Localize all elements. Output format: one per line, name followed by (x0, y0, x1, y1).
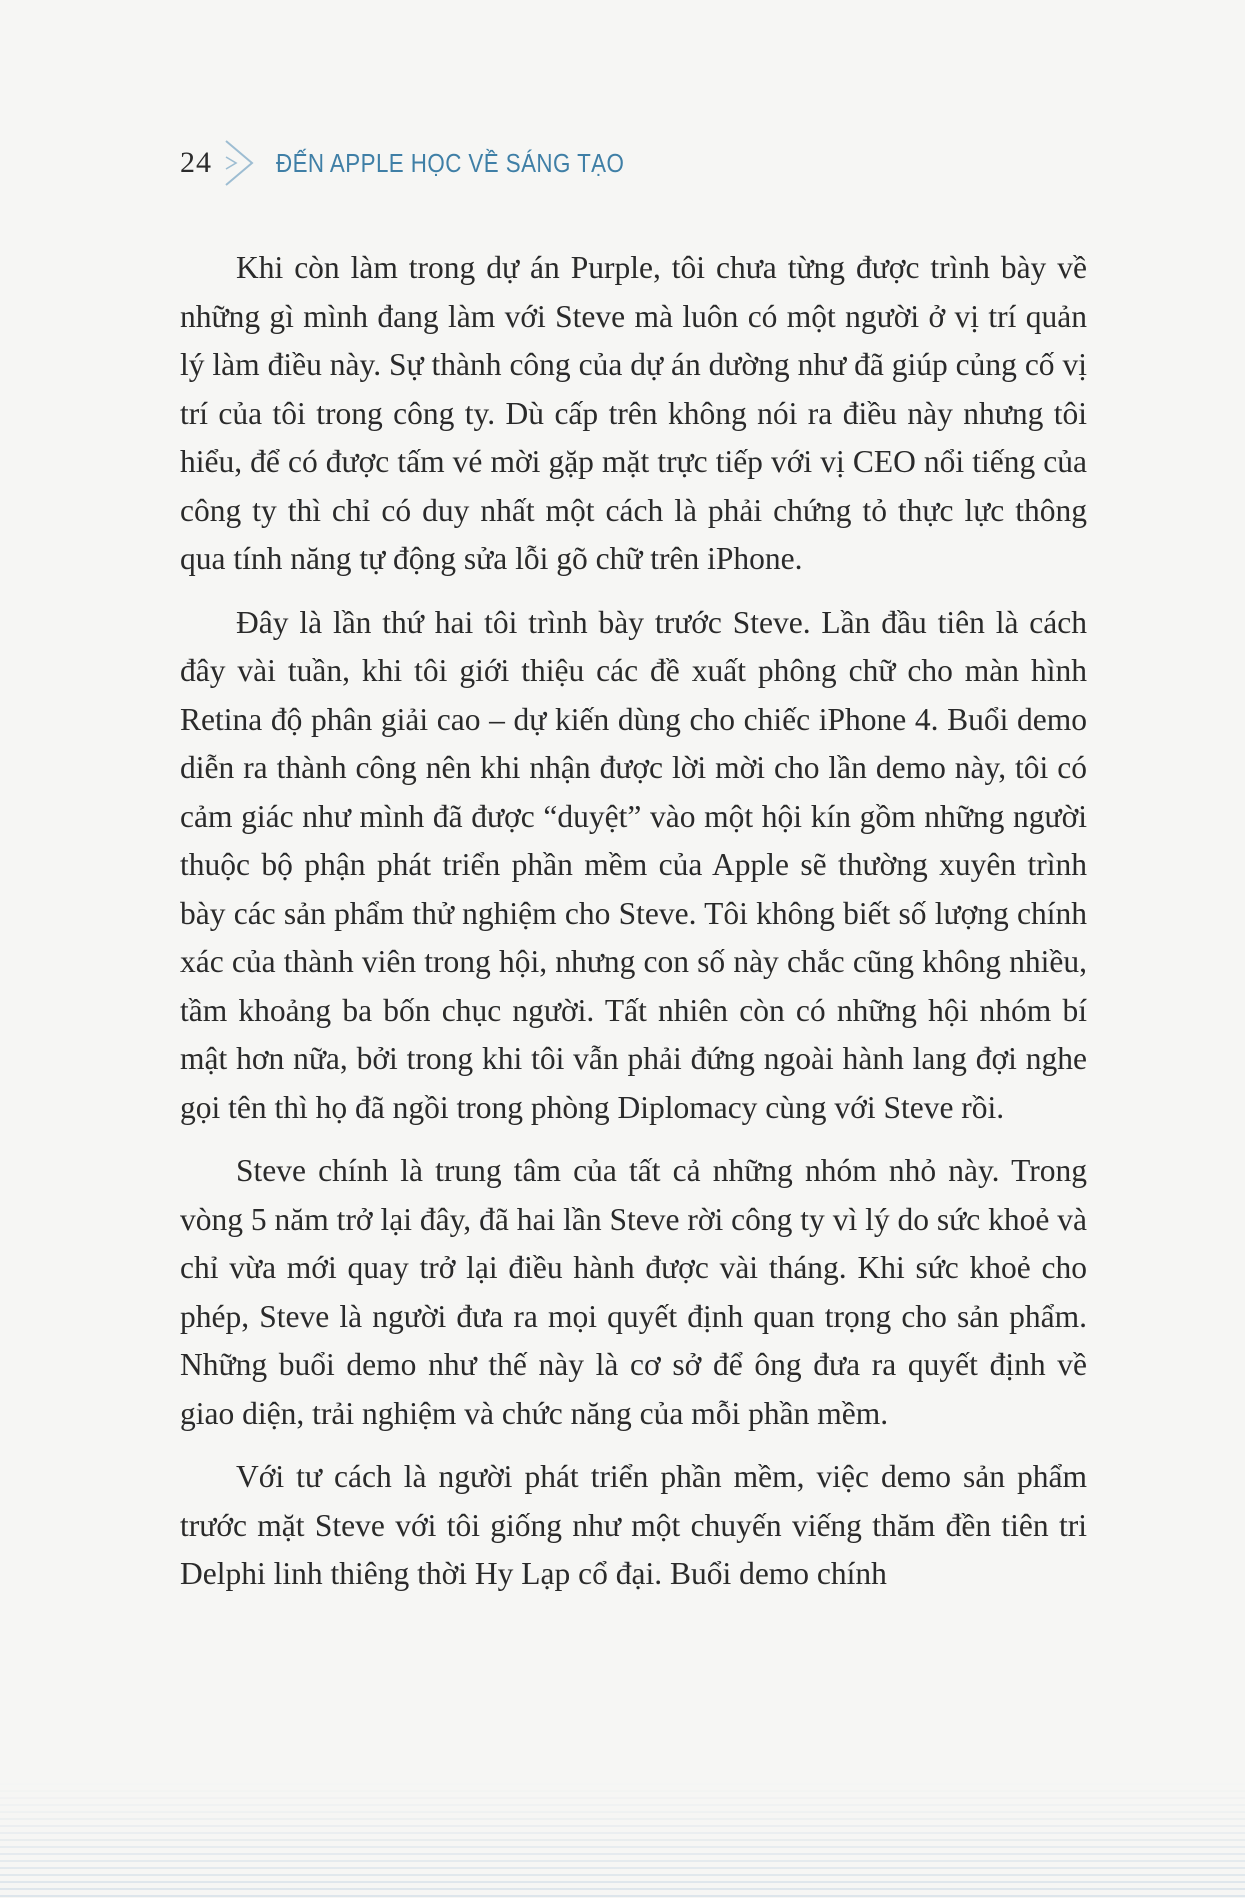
decorative-line-pattern (0, 1778, 1245, 1898)
running-header (180, 138, 681, 188)
paragraph: Đây là lần thứ hai tôi trình bày trước Steve. Lần đầu tiên là cách đây vài tuần, khi tôi giới thiệu các đề xuất phông chữ cho màn hình Retina độ phân giải cao – dự kiến dùng cho chiếc iPhone 4. Buổi demo diễn ra thành công nên khi nhận được lời mời cho lần demo này, tôi có cảm giác như mình đã được “duyệt” vào một hội kín gồm những người thuộc bộ phận phát triển phần mềm của Apple sẽ thường xuyên trình bày các sản phẩm thử nghiệm cho Steve. Tôi không biết số lượng chính xác của thành viên trong hội, nhưng con số này chắc cũng không nhiều, tầm khoảng ba bốn chục người. Tất nhiên còn có những hội nhóm bí mật hơn nữa, bởi trong khi tôi vẫn phải đứng ngoài hành lang đợi nghe gọi tên thì họ đã ngồi trong phòng Diplomacy cùng với Steve rồi. (180, 604, 1087, 1125)
paragraph: Với tư cách là người phát triển phần mềm, việc demo sản phẩm trước mặt Steve với tôi giống như một chuyến viếng thăm đền tiên tri Delphi linh thiêng thời Hy Lạp cổ đại. Buổi demo chính (180, 1459, 1087, 1591)
paragraph: Steve chính là trung tâm của tất cả những nhóm nhỏ này. Trong vòng 5 năm trở lại đây, đã hai lần Steve rời công ty vì lý do sức khoẻ và chỉ vừa mới quay trở lại điều hành được vài tháng. Khi sức khoẻ cho phép, Steve là người đưa ra mọi quyết định quan trọng cho sản phẩm. Những buổi demo như thế này là cơ sở để ông đưa ra quyết định về giao diện, trải nghiệm và chức năng của mỗi phần mềm. (180, 1153, 1087, 1431)
page-number: 24 (180, 146, 212, 179)
paragraph: Khi còn làm trong dự án Purple, tôi chưa từng được trình bày về những gì mình đang làm với Steve mà luôn có một người ở vị trí quản lý làm điều này. Sự thành công của dự án dường như đã giúp củng cố vị trí của tôi trong công ty. Dù cấp trên không nói ra điều này nhưng tôi hiểu, để có được tấm vé mời gặp mặt trực tiếp với vị CEO nổi tiếng của công ty thì chỉ có duy nhất một cách là phải chứng tỏ thực lực thông qua tính năng tự động sửa lỗi gõ chữ trên iPhone. (180, 250, 1087, 576)
chevron-right-icon (222, 135, 260, 191)
running-title: ĐẾN APPLE HỌC VỀ SÁNG TẠO (276, 147, 625, 178)
body-text (180, 244, 1087, 1614)
